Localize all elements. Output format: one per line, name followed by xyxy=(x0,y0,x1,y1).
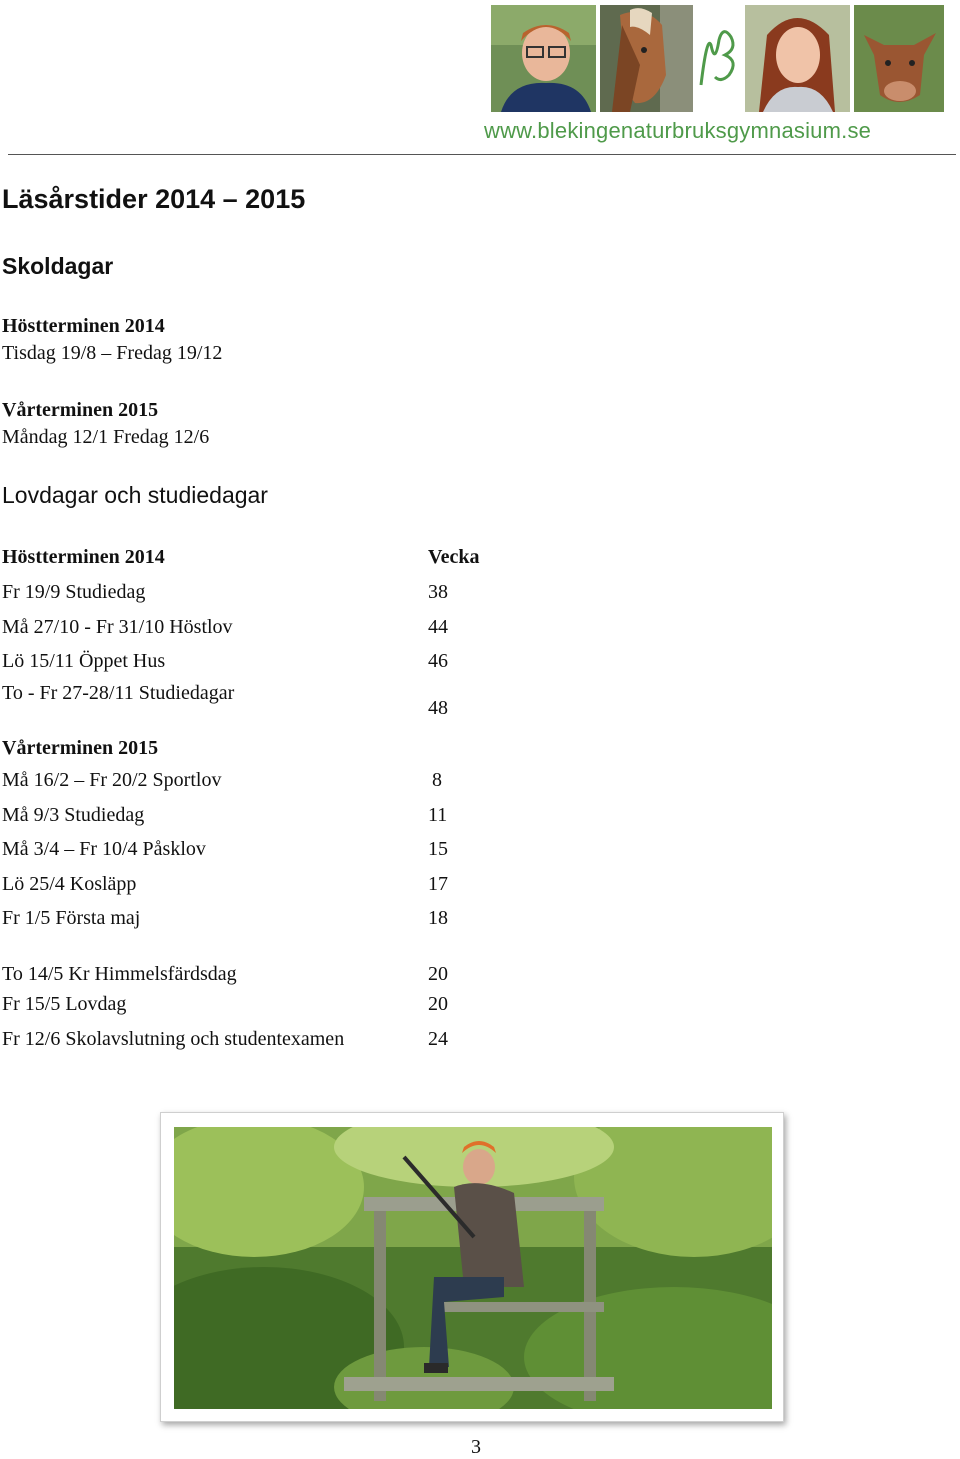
holiday-row-week: 17 xyxy=(428,873,448,895)
holiday-row-label: Fr 19/9 Studiedag xyxy=(2,581,146,603)
holiday-row-week: 48 xyxy=(428,697,448,719)
header-photo-student-boy xyxy=(491,5,596,112)
holidays-autumn-term: Höstterminen 2014 xyxy=(2,546,165,568)
holiday-row-label: To - Fr 27-28/11 Studiedagar xyxy=(2,682,235,704)
holiday-row-label: Fr 1/5 Första maj xyxy=(2,907,141,929)
holiday-row-week: 44 xyxy=(428,616,448,638)
school-days-heading: Skoldagar xyxy=(2,253,114,279)
holiday-row-label: Må 9/3 Studiedag xyxy=(2,804,145,826)
holiday-row-week: 20 xyxy=(428,993,448,1015)
holiday-row-label: To 14/5 Kr Himmelsfärdsdag xyxy=(2,963,237,985)
school-days-autumn-term: Höstterminen 2014 xyxy=(2,315,165,337)
header-photo-cow xyxy=(854,5,944,112)
holiday-row-label: Må 3/4 – Fr 10/4 Påsklov xyxy=(2,838,206,860)
school-days-spring-dates: Måndag 12/1 Fredag 12/6 xyxy=(2,426,210,448)
website-url[interactable]: www.blekingenaturbruksgymnasium.se xyxy=(484,118,872,143)
holiday-row-label: Må 16/2 – Fr 20/2 Sportlov xyxy=(2,769,222,791)
school-days-autumn-dates: Tisdag 19/8 – Fredag 19/12 xyxy=(2,342,223,364)
holiday-row-label: Lö 15/11 Öppet Hus xyxy=(2,650,166,672)
holiday-row-label: Må 27/10 - Fr 31/10 Höstlov xyxy=(2,616,233,638)
header-photo-horse xyxy=(600,5,693,112)
holiday-row-week: 18 xyxy=(428,907,448,929)
school-days-spring-term: Vårterminen 2015 xyxy=(2,399,159,421)
holiday-row-week: 11 xyxy=(428,804,448,826)
holidays-spring-term: Vårterminen 2015 xyxy=(2,737,159,759)
header-divider xyxy=(8,154,956,155)
week-column-header: Vecka xyxy=(428,546,480,568)
holidays-heading: Lovdagar och studiedagar xyxy=(2,482,268,508)
holiday-row-week: 46 xyxy=(428,650,448,672)
page-number: 3 xyxy=(471,1436,481,1458)
holiday-row-week: 38 xyxy=(428,581,448,603)
holiday-row-week: 15 xyxy=(428,838,448,860)
holiday-row-label: Fr 15/5 Lovdag xyxy=(2,993,127,1015)
header-photo-student-girl xyxy=(745,5,850,112)
hunting-tower-photo xyxy=(160,1112,784,1422)
holiday-row-week: 20 xyxy=(428,963,448,985)
header-logo xyxy=(697,5,741,112)
holiday-row-label: Lö 25/4 Kosläpp xyxy=(2,873,137,895)
holiday-row-week: 8 xyxy=(432,769,442,791)
holiday-row-week: 24 xyxy=(428,1028,448,1050)
page-title: Läsårstider 2014 – 2015 xyxy=(2,184,306,214)
holiday-row-label: Fr 12/6 Skolavslutning och studentexamen xyxy=(2,1028,345,1050)
